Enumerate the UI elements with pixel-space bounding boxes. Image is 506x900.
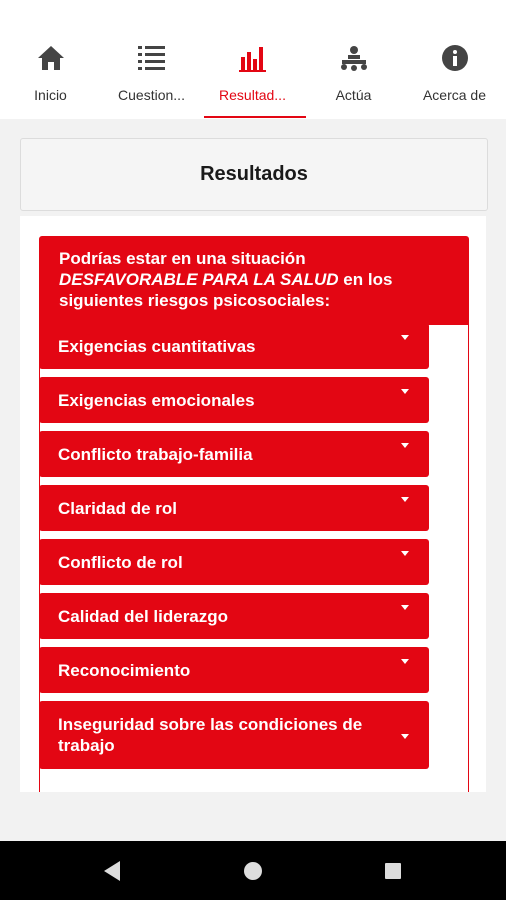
tab-cuestionario[interactable] — [101, 24, 202, 119]
intro-text-end: en los siguientes riesgos psicosociales: — [59, 270, 393, 310]
risk-item-claridad-de-rol[interactable] — [39, 485, 429, 531]
risk-list — [39, 323, 429, 777]
risk-label: Conflicto de rol — [58, 552, 183, 572]
caret-down-icon — [401, 389, 409, 394]
top-tab-bar — [0, 24, 506, 119]
bar-chart-icon — [202, 44, 303, 76]
risk-item-reconocimiento[interactable] — [39, 647, 429, 693]
panel-heading — [40, 237, 468, 325]
status-bar — [0, 0, 506, 24]
caret-down-icon — [401, 443, 409, 448]
tab-inicio[interactable] — [0, 24, 101, 119]
meeting-icon — [303, 44, 404, 76]
risk-label: Inseguridad sobre las condiciones de trabajo — [58, 715, 363, 755]
main-content — [0, 119, 506, 792]
caret-down-icon — [401, 551, 409, 556]
tab-label: Inicio — [34, 87, 67, 103]
risk-label: Exigencias emocionales — [58, 390, 255, 410]
recents-button[interactable] — [363, 841, 423, 900]
tab-label: Actúa — [335, 87, 372, 103]
caret-down-icon — [401, 497, 409, 502]
risk-label: Conflicto trabajo-familia — [58, 444, 253, 464]
caret-down-icon — [401, 335, 409, 340]
intro-text: Podrías estar en una situación — [59, 249, 306, 268]
tab-label: Cuestion... — [118, 87, 185, 103]
risk-label: Claridad de rol — [58, 498, 178, 518]
risk-label: Exigencias cuantitativas — [58, 336, 256, 356]
risk-item-conflicto-de-rol[interactable] — [39, 539, 429, 585]
recents-icon — [383, 861, 403, 881]
caret-down-icon — [401, 605, 409, 610]
intro-emphasis: DESFAVORABLE PARA LA SALUD — [59, 270, 339, 289]
tab-actua[interactable] — [303, 24, 404, 119]
back-button[interactable] — [82, 841, 142, 900]
tab-label: Resultad... — [219, 87, 286, 103]
tab-resultados[interactable] — [202, 24, 303, 119]
caret-down-icon — [401, 659, 409, 664]
back-icon — [102, 860, 122, 882]
list-icon — [101, 44, 202, 76]
page-title: Resultados — [20, 138, 488, 211]
info-icon — [404, 44, 505, 76]
system-navigation-bar — [0, 841, 506, 900]
home-icon — [0, 44, 101, 76]
risk-label: Calidad del liderazgo — [58, 606, 229, 626]
tab-acerca-de[interactable] — [404, 24, 505, 119]
risk-item-exigencias-cuantitativas[interactable] — [39, 323, 429, 369]
risk-label: Reconocimiento — [58, 660, 191, 680]
risk-item-inseguridad-condiciones[interactable] — [39, 701, 429, 769]
risk-item-conflicto-trabajo-familia[interactable] — [39, 431, 429, 477]
tab-label: Acerca de — [422, 87, 487, 103]
risk-item-calidad-del-liderazgo[interactable] — [39, 593, 429, 639]
home-button[interactable] — [223, 841, 283, 900]
risk-item-exigencias-emocionales[interactable] — [39, 377, 429, 423]
results-card — [20, 216, 486, 792]
home-circle-icon — [242, 860, 264, 882]
caret-down-icon — [401, 734, 409, 739]
